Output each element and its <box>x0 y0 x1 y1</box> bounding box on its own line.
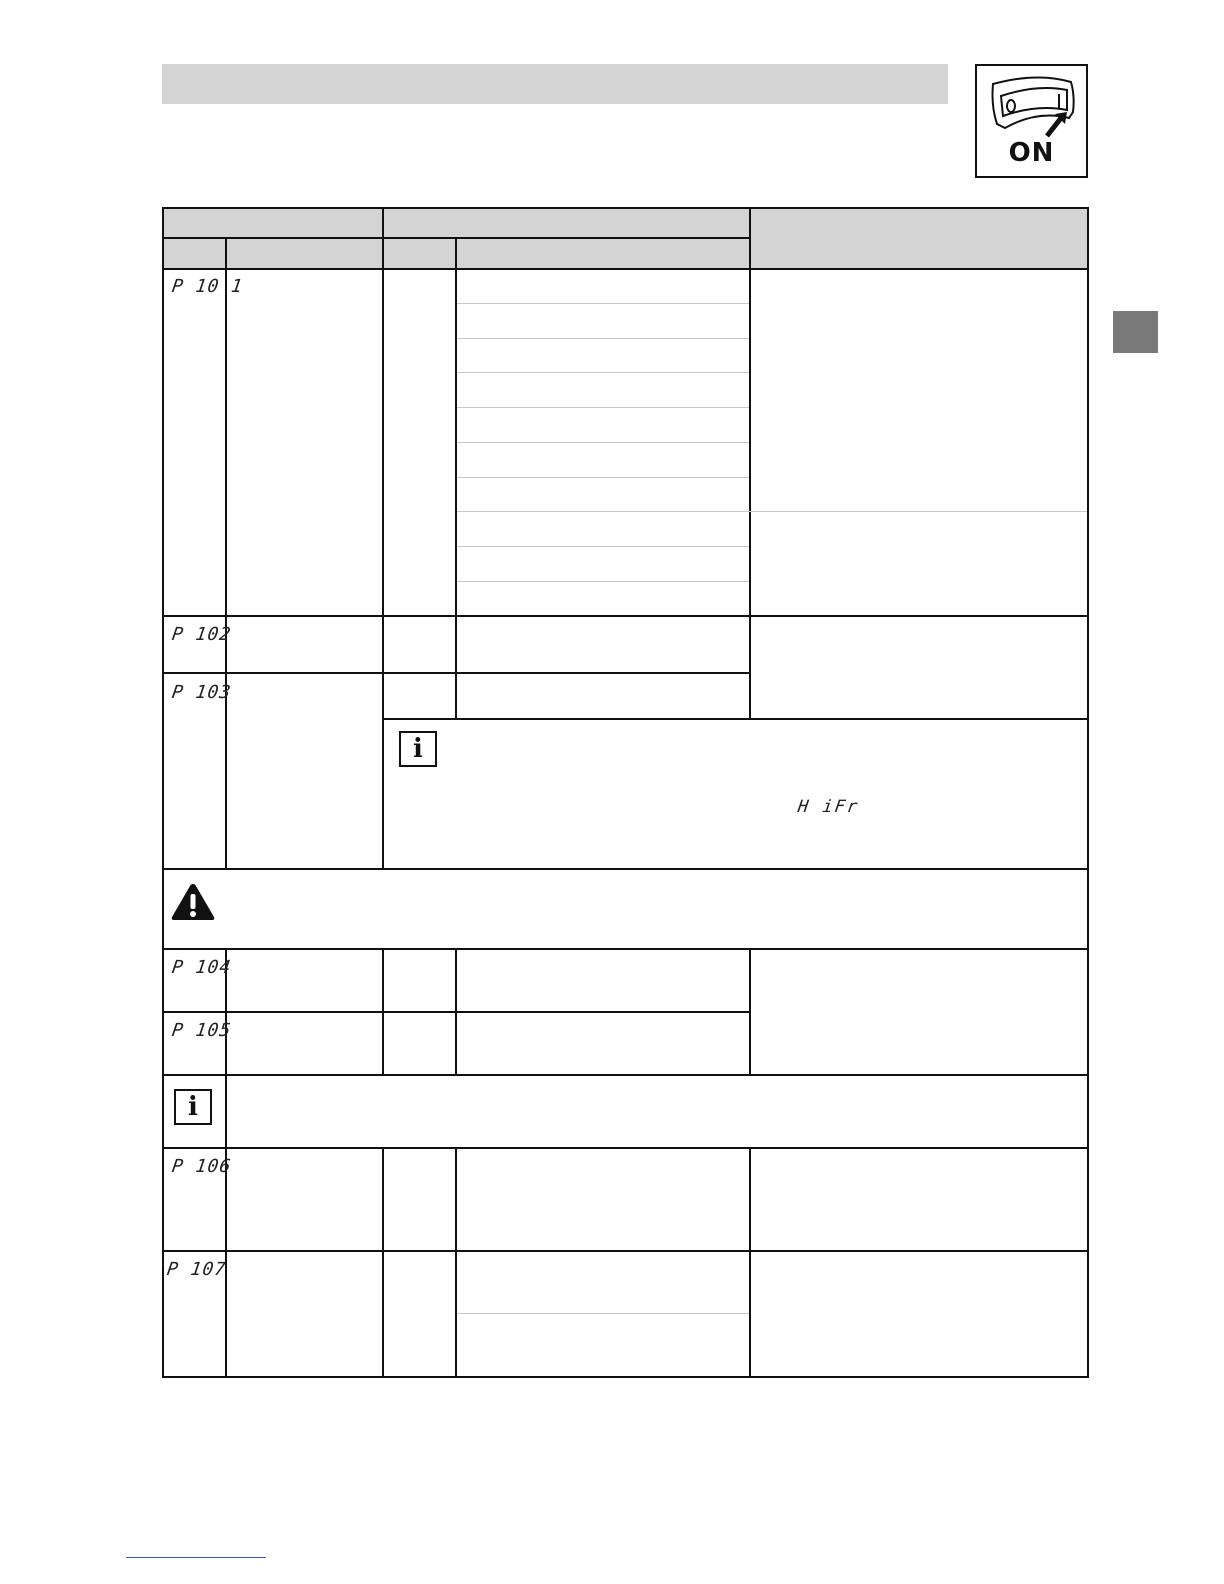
info-icon-2: i <box>174 1089 212 1125</box>
on-label: ON <box>1008 138 1055 168</box>
param-code-p104: P 104 <box>170 957 233 978</box>
warning-triangle-icon <box>169 881 217 923</box>
param-code-p107: P 107 <box>165 1259 228 1280</box>
param-code-p101: P 10 1 <box>170 276 245 297</box>
param-code-p106: P 106 <box>170 1156 233 1177</box>
info-icon: i <box>399 731 437 767</box>
display-code-hifr: H iFr <box>796 797 861 817</box>
footer-link-underline <box>126 1557 266 1558</box>
param-code-p105: P 105 <box>170 1020 233 1041</box>
param-code-p103: P 103 <box>170 682 233 703</box>
param-code-p102: P 102 <box>170 624 233 645</box>
